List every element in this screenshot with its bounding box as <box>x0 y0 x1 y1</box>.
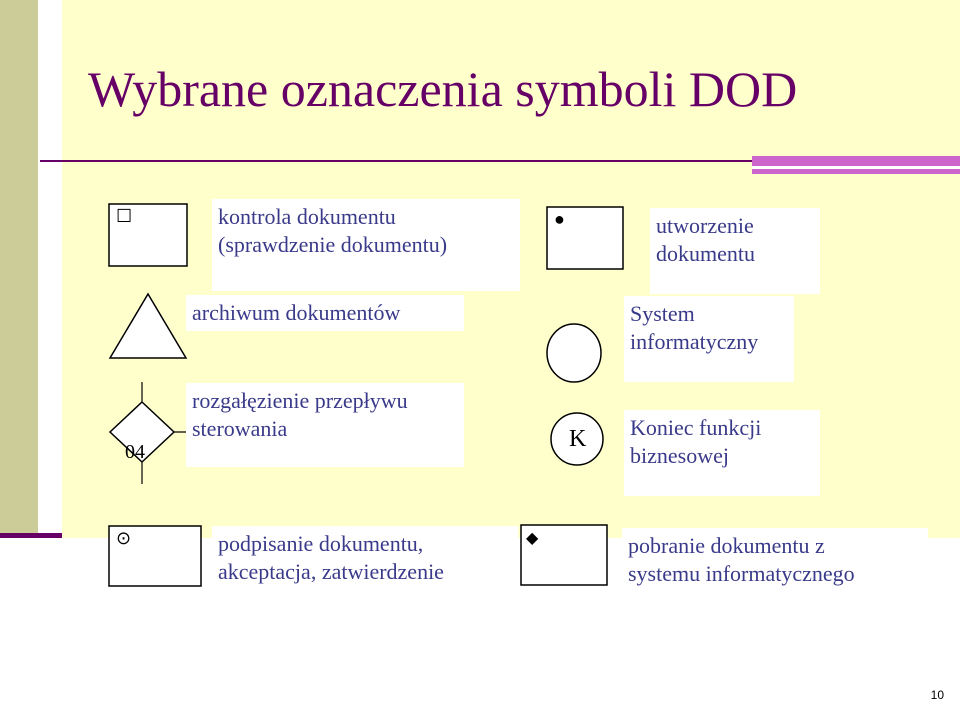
system-line2: informatyczny <box>630 329 759 354</box>
pobranie-line2: systemu informatycznego <box>628 561 855 586</box>
system-line1: System <box>630 301 695 326</box>
pobranie-label <box>622 528 928 612</box>
accent-bar-line <box>752 166 960 169</box>
utworzenie-label <box>650 208 820 294</box>
kontrola-line1: kontrola dokumentu <box>218 204 396 229</box>
kontrola-label <box>212 199 520 291</box>
checkbox-icon: ☐ <box>116 206 133 226</box>
archiwum-label <box>186 295 464 331</box>
kontrola-line2: (sprawdzenie dokumentu) <box>218 232 448 257</box>
rozgalezienie-label <box>186 383 464 467</box>
rozgalezienie-line2: sterowania <box>192 416 288 441</box>
archiwum-triangle-symbol <box>108 292 188 360</box>
system-circle-symbol <box>544 322 604 384</box>
koniec-line2: biznesowej <box>630 443 729 468</box>
koniec-label <box>624 410 820 496</box>
filled-circle-icon: ● <box>554 209 565 229</box>
left-band <box>0 0 38 538</box>
left-band-rule <box>0 533 62 538</box>
archiwum-text: archiwum dokumentów <box>192 300 401 325</box>
utworzenie-line2: dokumentu <box>656 241 755 266</box>
diamond-icon: ◆ <box>526 530 539 547</box>
rozgalezienie-code: 04 <box>125 441 145 463</box>
rozgalezienie-diamond-symbol <box>106 380 192 486</box>
accent-bar <box>752 156 960 174</box>
slide-title: Wybrane oznaczenia symboli DOD <box>88 61 798 117</box>
utworzenie-line1: utworzenie <box>656 213 754 238</box>
koniec-line1: Koniec funkcji <box>630 415 762 440</box>
podpisanie-line1: podpisanie dokumentu, <box>218 531 424 556</box>
koniec-code: K <box>569 426 587 452</box>
rozgalezienie-line1: rozgałęzienie przepływu <box>192 388 408 413</box>
pobranie-line1: pobranie dokumentu z <box>628 533 825 558</box>
dot-circle-icon: ⊙ <box>116 528 132 548</box>
podpisanie-line2: akceptacja, zatwierdzenie <box>218 559 444 584</box>
page-number: 10 <box>930 688 944 702</box>
podpisanie-label <box>212 526 518 612</box>
system-label <box>624 296 794 382</box>
